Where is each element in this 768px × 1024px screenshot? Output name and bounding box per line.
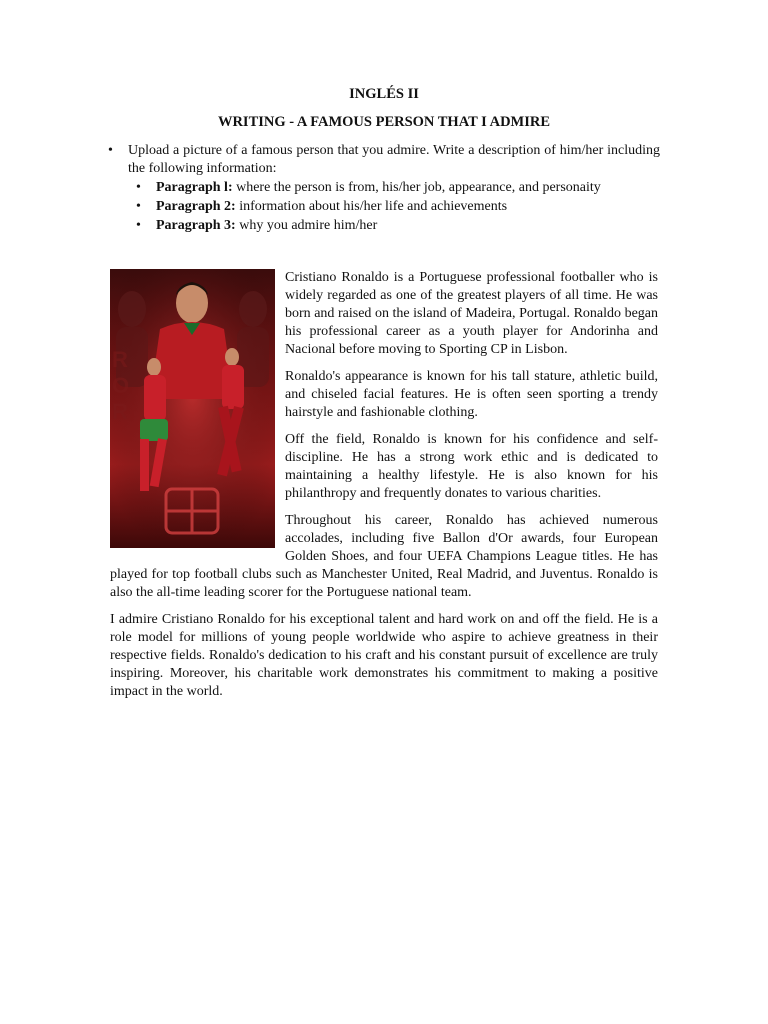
essay-paragraph-2: Ronaldo's appearance is known for his tall stature, athletic build, and chiseled facial features. He is often seen sporting a trendy hairstyle and fashionable clothing. xyxy=(285,369,658,420)
instructions xyxy=(108,142,660,235)
instruction-item-label: Paragraph 3: xyxy=(156,218,236,233)
svg-text:O: O xyxy=(112,373,130,398)
instruction-item xyxy=(136,197,660,216)
instruction-item-text: where the person is from, his/her job, appearance, and personaity xyxy=(236,180,601,195)
bullet-icon: • xyxy=(108,143,113,158)
assignment-title: WRITING - A FAMOUS PERSON THAT I ADMIRE xyxy=(217,114,551,130)
bullet-icon: • xyxy=(136,199,141,214)
instruction-item-label: Paragraph l: xyxy=(156,180,233,195)
instruction-lead xyxy=(108,142,660,178)
footballer-poster-illustration xyxy=(110,269,275,548)
footballer-poster-image xyxy=(110,269,275,548)
svg-text:R: R xyxy=(112,347,128,372)
essay-paragraph-5: I admire Cristiano Ronaldo for his exceptional talent and hard work on and off the field. He is a role model for millions of young people worldwide who aspire to achieve greatness in their respective fields. Ronaldo's dedication to his craft and his constant pursuit of excellence are truly inspiring. Moreover, his charitable work demonstrates his commitment to making a positive impact in the world. xyxy=(110,612,658,699)
instruction-list xyxy=(108,178,660,235)
instruction-lead-text: Upload a picture of a famous person that you admire. Write a description of him/her including the following information: xyxy=(128,143,660,176)
instruction-item-text: information about his/her life and achievements xyxy=(239,199,508,214)
bullet-icon: • xyxy=(136,180,141,195)
essay xyxy=(110,269,658,710)
instruction-item xyxy=(136,216,660,235)
essay-paragraph-3: Off the field, Ronaldo is known for his confidence and self-discipline. He has a strong work ethic and is dedicated to maintaining a healthy lifestyle. He is also known for his philanthropy and frequently donates to various charities. xyxy=(285,432,658,501)
instruction-item-label: Paragraph 2: xyxy=(156,199,236,214)
essay-paragraph-1: Cristiano Ronaldo is a Portuguese professional footballer who is widely regarded as one of the greatest players of all time. He was born and raised on the island of Madeira, Portugal. Ronaldo began his professional career as a youth player for Andorinha and Nacional before moving to Sporting CP in Lisbon. xyxy=(285,270,658,357)
course-title: INGLÉS II xyxy=(349,86,419,102)
instruction-item-text: why you admire him/her xyxy=(239,218,378,233)
bullet-icon: • xyxy=(136,218,141,233)
instruction-item xyxy=(136,178,660,197)
svg-text:R: R xyxy=(112,399,128,424)
essay-paragraph-4: Throughout his career, Ronaldo has achieved numerous accolades, including five Ballon d'Or awards, four European Golden Shoes, and four UEFA Champions League titles. He has played for top football clubs such as Manchester United, Real Madrid, and Juventus. Ronaldo is also the all-time leading scorer for the Portuguese national team. xyxy=(110,513,658,600)
